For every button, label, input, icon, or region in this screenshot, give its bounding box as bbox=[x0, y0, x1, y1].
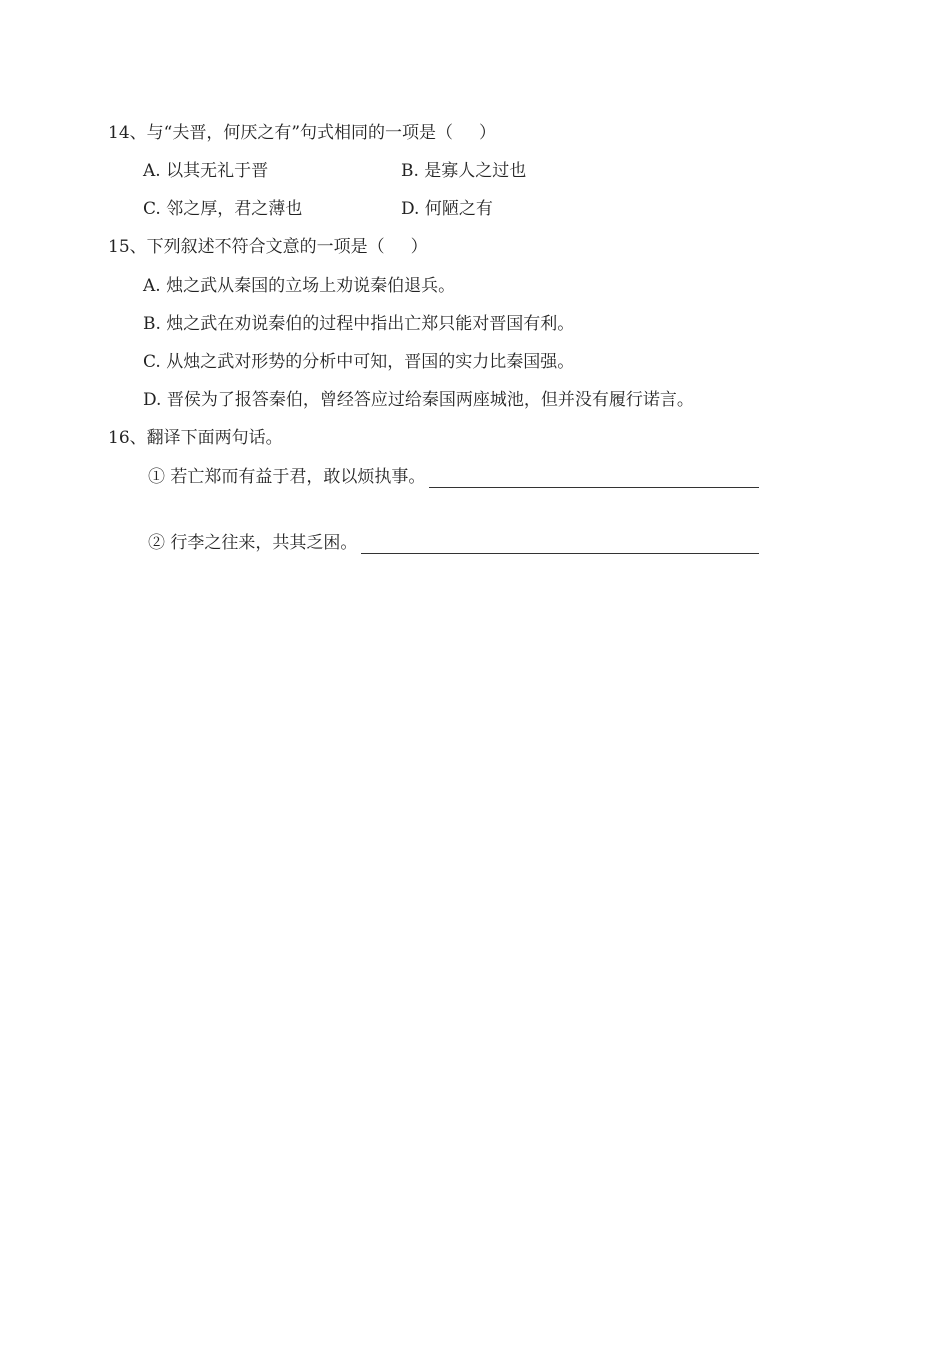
question-15-option-c: C. 从烛之武对形势的分析中可知，晋国的实力比秦国强。 bbox=[143, 352, 575, 372]
translation-item-1 bbox=[148, 466, 759, 488]
question-14-option-b: B. 是寡人之过也 bbox=[401, 161, 527, 181]
question-14-text: 14、与“夫晋，何厌之有”句式相同的一项是（ bbox=[108, 123, 454, 143]
translation-sentence-1: ① 若亡郑而有益于君，敢以烦执事。 bbox=[148, 467, 426, 487]
question-15-option-d: D. 晋侯为了报答秦伯，曾经答应过给秦国两座城池，但并没有履行诺言。 bbox=[143, 390, 694, 410]
question-15-close-paren: ） bbox=[410, 237, 428, 257]
question-14-option-a: A. 以其无礼于晋 bbox=[143, 161, 269, 181]
question-15-title bbox=[108, 236, 428, 258]
question-14-close-paren: ） bbox=[479, 123, 497, 143]
question-14-option-d: D. 何陋之有 bbox=[401, 199, 493, 219]
question-15-option-a: A. 烛之武从秦国的立场上劝说秦伯退兵。 bbox=[143, 276, 456, 296]
question-14-title bbox=[108, 122, 496, 144]
question-14-option-c: C. 邻之厚，君之薄也 bbox=[143, 199, 303, 219]
answer-line-1[interactable] bbox=[429, 469, 759, 488]
question-15-text: 15、下列叙述不符合文意的一项是（ bbox=[108, 237, 385, 257]
question-15-option-b: B. 烛之武在劝说秦伯的过程中指出亡郑只能对晋国有利。 bbox=[143, 314, 575, 334]
question-16-title: 16、翻译下面两句话。 bbox=[108, 428, 283, 448]
translation-item-2 bbox=[148, 532, 759, 554]
translation-sentence-2: ② 行李之往来，共其乏困。 bbox=[148, 533, 358, 553]
answer-line-2[interactable] bbox=[361, 535, 759, 554]
